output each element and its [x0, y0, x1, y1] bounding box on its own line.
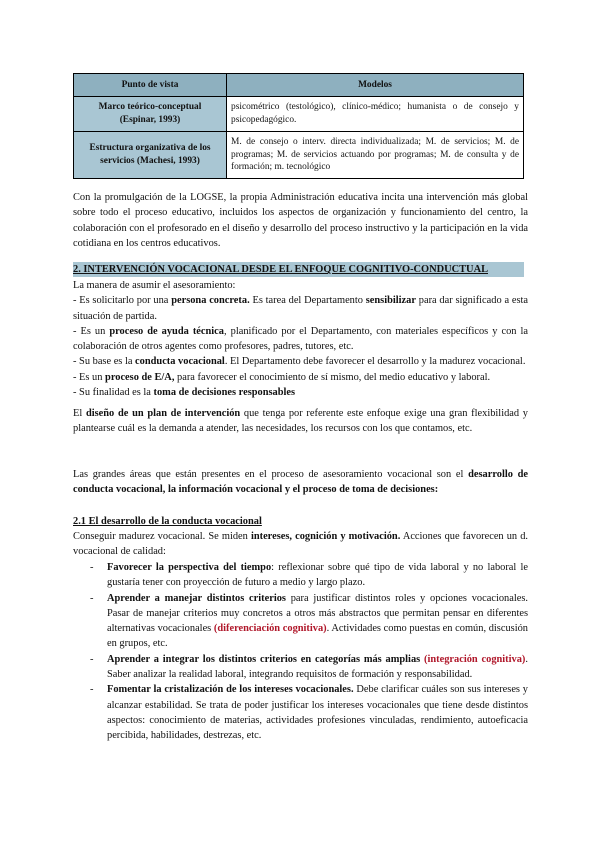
section-2-1-intro: Conseguir madurez vocacional. Se miden intereses, cognición y motivación. Acciones que favorecen un d. vocacional de calidad: [73, 531, 529, 558]
list-item: - Aprender a integrar los distintos criterios en categorías más amplias (integración cognitiva). Saber analizar la realidad laboral, integrando requisitos de formación y responsabilidad. [90, 653, 528, 681]
list-item: - Es solicitarlo por una persona concreta. Es tarea del Departamento sensibilizar para dar significado a esta situación de partida. [73, 295, 528, 322]
list-item: - Es un proceso de ayuda técnica, planificado por el Departamento, con materiales específicos y con la colaboración de otros agentes como profesores, padres, tutores, etc. [73, 325, 528, 353]
table-row [74, 132, 524, 179]
areas-paragraph: Las grandes áreas que están presentes en el proceso de asesoramiento vocacional son el desarrollo de conducta vocacional, la información vocacional y el proceso de toma de decisiones: [73, 469, 528, 496]
list-item: - Su finalidad es la toma de decisiones responsables [73, 387, 296, 399]
models-table [73, 73, 524, 179]
list-item: - Fomentar la cristalización de los intereses vocacionales. Debe clarificar cuáles son sus intereses y alcanzar estabilidad. Se trata de poder justificar los intereses vocacionales que tiene desde distintos aspectos: conocimiento de materias, actividades profesiones vinculadas, rendimiento, autoeficacia percibida, habilidades, destrezas, etc. [90, 684, 528, 742]
table-row-value: M. de consejo o interv. directa individualizada; M. de servicios; M. de programas; M. de servicios actuando por programas; M. de consulta y de formación; m. tecnológico [227, 132, 524, 179]
intro-paragraph: Con la promulgación de la LOGSE, la propia Administración educativa incita una intervención más global sobre todo el proceso educativo, incluidos los aspectos de organización y funcionamiento del centro, la colaboración con el profesorado en el diseño y desarrollo del proceso instructivo y la participación en la vida cotidiana en los centros educativos. [73, 192, 528, 249]
table-header-viewpoint: Punto de vista [74, 74, 227, 97]
actions-bullet-list [90, 560, 528, 744]
table-row-label: Estructura organizativa de los servicios (Machesi, 1993) [74, 132, 227, 179]
table-row-value: psicométrico (testológico), clínico-médico; humanista o de consejo y psicopedagógico. [227, 97, 524, 132]
list-item: - Aprender a manejar distintos criterios para justificar distintos roles y opciones vocacionales. Pasar de manejar criterios muy concretos a otros más abstractos que permitan pensar en diferentes alternativas vocacionales (diferenciación cognitiva). Actividades como puestas en común, discusión en grupos, etc. [90, 592, 528, 650]
list-item: - Su base es la conducta vocacional. El Departamento debe favorecer el desarrollo y la madurez vocacional. [73, 356, 526, 368]
list-lead: La manera de asumir el asesoramiento: [73, 280, 236, 291]
section-2-heading: 2. INTERVENCIÓN VOCACIONAL DESDE EL ENFOQUE COGNITIVO-CONDUCTUAL [73, 262, 524, 277]
table-row-label: Marco teórico-conceptual (Espinar, 1993) [74, 97, 227, 132]
list-item: - Es un proceso de E/A, para favorecer el conocimiento de sí mismo, del medio educativo y laboral. [73, 371, 491, 383]
table-header-models: Modelos [227, 74, 524, 97]
table-row [74, 97, 524, 132]
counseling-list [73, 278, 528, 400]
section-2-1-heading: 2.1 El desarrollo de la conducta vocacional [73, 516, 262, 527]
design-paragraph: El diseño de un plan de intervención que tenga por referente este enfoque exige una gran flexibilidad y plantearse cuál es la demanda a atender, las necesidades, los recursos con los que contamos, etc. [73, 408, 528, 435]
list-item: - Favorecer la perspectiva del tiempo: reflexionar sobre qué tipo de vida laboral y no laboral le gustaría tener con proyección de futuro a medio y largo plazo. [90, 562, 529, 589]
